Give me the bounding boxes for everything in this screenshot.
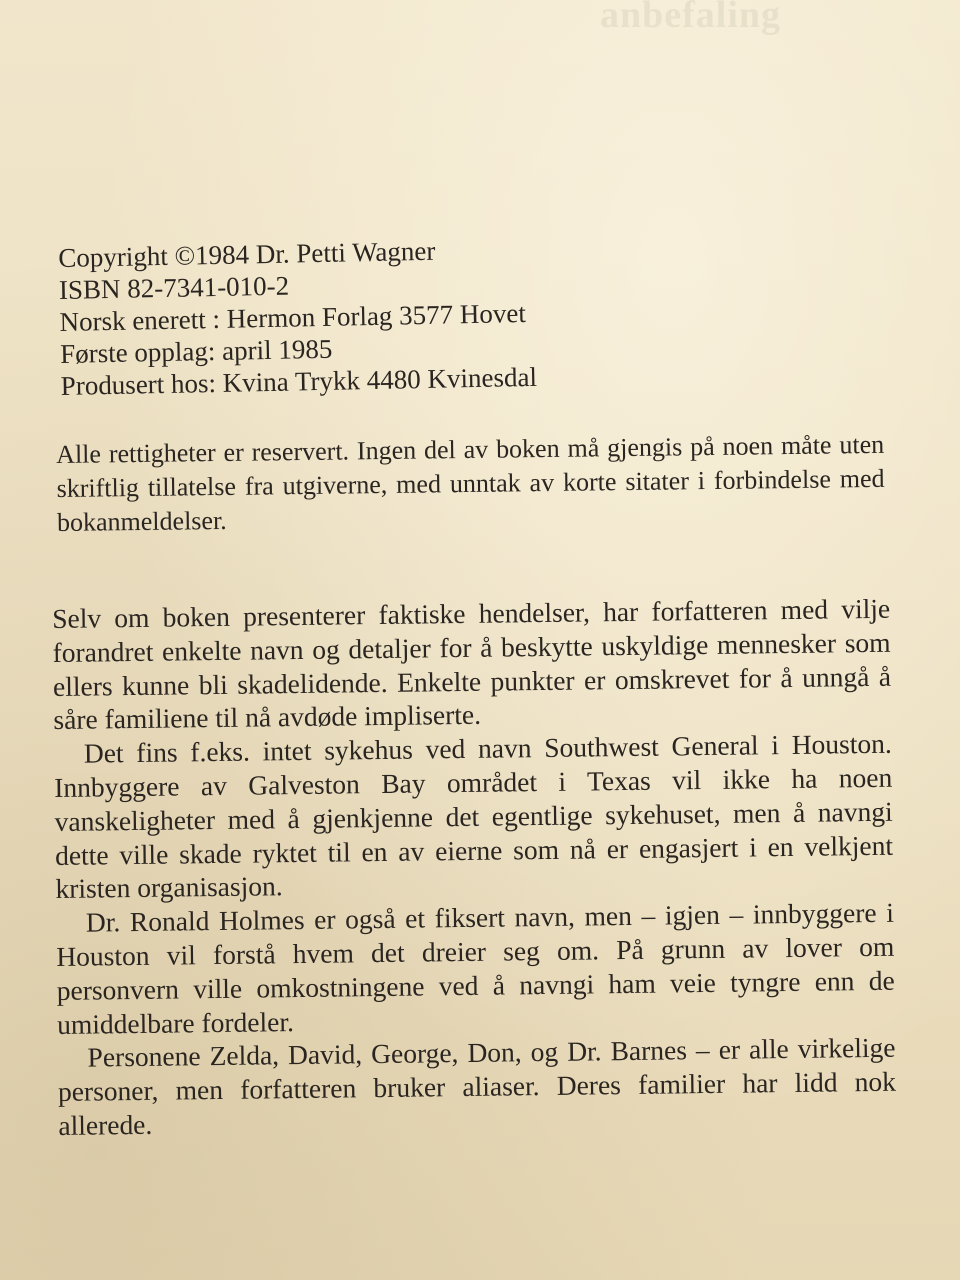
isbn-line: ISBN 82-7341-010-2	[58, 270, 290, 305]
paragraph: Selv om boken presenterer faktiske hendelser, har forfatteren med vilje forandret enkelte navn og detaljer for å beskytte uskyldige mennesker som ellers kunne bli skadelidende. Enkelte punkter er omskrevet for å unngå å såre familiene til nå avdøde impliserte.	[52, 592, 892, 736]
printer-line: Produsert hos: Kvina Trykk 4480 Kvinesdal	[60, 361, 538, 401]
disclaimer-text	[52, 592, 897, 1143]
copyright-line: Copyright ©1984 Dr. Petti Wagner	[58, 235, 436, 273]
rights-holder-line: Norsk enerett : Hermon Forlag 3577 Hovet	[59, 298, 527, 337]
first-edition-line: Første opplag: april 1985	[59, 333, 333, 369]
paragraph: Personene Zelda, David, George, Don, og Dr. Barnes – er alle virkelige personer, men forfatteren bruker aliaser. Deres familier har lidd nok allerede.	[57, 1032, 897, 1141]
rights-notice: Alle rettigheter er reservert. Ingen del av boken må gjengis på noen måte uten skriftlig tillatelse fra utgiverne, med unntak av korte sitater i forbindelse med bokanmeldelser.	[56, 429, 885, 537]
bleed-through-text: anbefaling	[600, 0, 782, 36]
imprint-block	[58, 228, 781, 402]
paragraph: Dr. Ronald Holmes er også et fiksert navn, men – igjen – innbyggere i Houston vil forstå hvem det dreier seg om. På grunn av lover om personvern ville omkostningene ved å navngi ham veie tyngre enn de umiddelbare fordeler.	[56, 896, 895, 1040]
paragraph: Det fins f.eks. intet sykehus ved navn Southwest General i Houston. Innbyggere av Galveston Bay området i Texas vil ikke ha noen vanskeligheter med å gjenkjenne det egentlige sykehuset, men å navngi dette ville skade ryktet til en av eierne som nå er engasjert i en velkjent kristen organisasjon.	[54, 727, 894, 905]
